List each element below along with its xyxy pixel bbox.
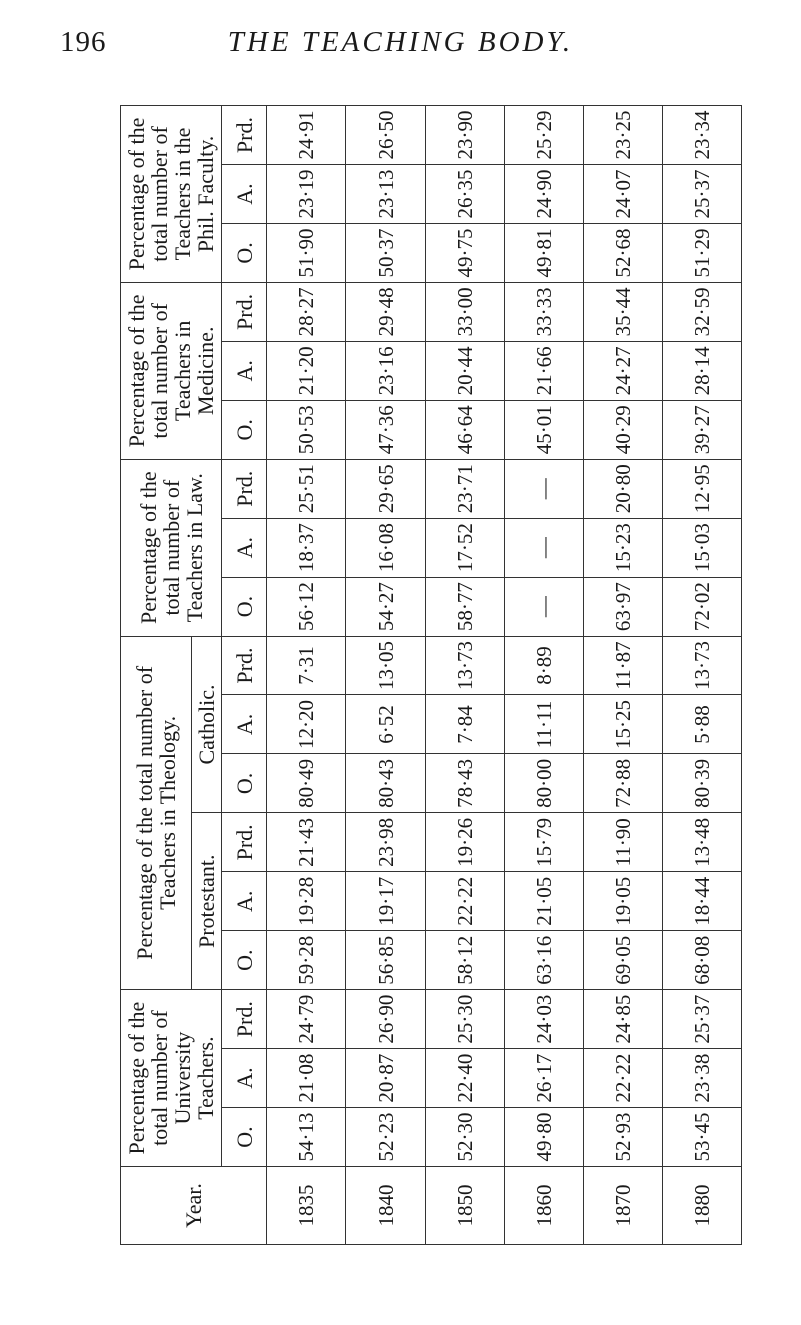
value-cell: 33·00	[425, 282, 504, 341]
running-title: THE TEACHING BODY.	[227, 26, 574, 58]
year-cell: 1860	[504, 1167, 583, 1245]
column-header-row	[222, 106, 267, 1245]
column-header-a: A.	[222, 165, 267, 224]
value-cell: 19·28	[267, 872, 346, 931]
value-cell: 16·08	[346, 518, 425, 577]
value-cell: 29·65	[346, 459, 425, 518]
column-header-prd: Prd.	[222, 813, 267, 872]
value-cell: 25·30	[425, 990, 504, 1049]
value-cell: 21·08	[267, 1049, 346, 1108]
year-cell: 1840	[346, 1167, 425, 1245]
group-title-medicine: Percentage of the total number of Teachers in Medicine.	[121, 282, 222, 459]
value-cell: 52·68	[583, 224, 662, 283]
value-cell: 26·35	[425, 165, 504, 224]
value-cell: 28·14	[662, 341, 741, 400]
value-cell: 19·26	[425, 813, 504, 872]
value-cell: 25·51	[267, 459, 346, 518]
value-cell: 80·49	[267, 754, 346, 813]
value-cell: 52·93	[583, 1108, 662, 1167]
value-cell: 13·05	[346, 636, 425, 695]
table-row	[662, 106, 741, 1245]
value-cell: 5·88	[662, 695, 741, 754]
value-cell: 7·84	[425, 695, 504, 754]
value-cell: 11·11	[504, 695, 583, 754]
column-header-prd: Prd.	[222, 636, 267, 695]
table-body	[267, 106, 742, 1245]
year-header: Year.	[121, 1167, 267, 1245]
year-cell: 1870	[583, 1167, 662, 1245]
value-cell: 25·37	[662, 165, 741, 224]
value-cell: 19·17	[346, 872, 425, 931]
value-cell: 59·28	[267, 931, 346, 990]
value-cell: 19·05	[583, 872, 662, 931]
value-cell: 56·85	[346, 931, 425, 990]
value-cell: 22·22	[583, 1049, 662, 1108]
value-cell: 11·87	[583, 636, 662, 695]
column-header-o: O.	[222, 224, 267, 283]
value-cell: 6·52	[346, 695, 425, 754]
value-cell: 63·16	[504, 931, 583, 990]
value-cell: 26·90	[346, 990, 425, 1049]
column-header-a: A.	[222, 1049, 267, 1108]
value-cell: 52·30	[425, 1108, 504, 1167]
value-cell: 23·38	[662, 1049, 741, 1108]
value-cell: 12·95	[662, 459, 741, 518]
value-cell: 20·80	[583, 459, 662, 518]
column-header-prd: Prd.	[222, 459, 267, 518]
value-cell: 23·90	[425, 106, 504, 165]
value-cell: 40·29	[583, 400, 662, 459]
column-header-o: O.	[222, 754, 267, 813]
value-cell: 23·71	[425, 459, 504, 518]
value-cell: 22·40	[425, 1049, 504, 1108]
value-cell: 54·27	[346, 577, 425, 636]
value-cell: 23·25	[583, 106, 662, 165]
subgroup-title-protestant: Protestant.	[191, 813, 222, 990]
group-title-law: Percentage of the total number of Teachers in Law.	[121, 459, 222, 636]
column-header-a: A.	[222, 872, 267, 931]
value-cell: 20·44	[425, 341, 504, 400]
value-cell: 50·53	[267, 400, 346, 459]
value-cell: 18·44	[662, 872, 741, 931]
value-cell: 56·12	[267, 577, 346, 636]
table-row	[504, 106, 583, 1245]
statistics-table-rotated	[120, 105, 720, 1245]
table-row	[267, 106, 346, 1245]
value-cell: 78·43	[425, 754, 504, 813]
value-cell: 15·25	[583, 695, 662, 754]
value-cell: 23·16	[346, 341, 425, 400]
value-cell: 69·05	[583, 931, 662, 990]
page-header	[0, 0, 801, 80]
value-cell: —	[504, 518, 583, 577]
group-title-university: Percentage of the total number of University Teachers.	[121, 990, 222, 1167]
value-cell: 32·59	[662, 282, 741, 341]
value-cell: 51·90	[267, 224, 346, 283]
value-cell: 21·66	[504, 341, 583, 400]
value-cell: 72·02	[662, 577, 741, 636]
value-cell: 24·07	[583, 165, 662, 224]
value-cell: 24·85	[583, 990, 662, 1049]
value-cell: 23·98	[346, 813, 425, 872]
subgroup-title-catholic: Catholic.	[191, 636, 222, 813]
value-cell: 54·13	[267, 1108, 346, 1167]
value-cell: 80·43	[346, 754, 425, 813]
value-cell: 18·37	[267, 518, 346, 577]
value-cell: 21·05	[504, 872, 583, 931]
value-cell: 49·80	[504, 1108, 583, 1167]
value-cell: 29·48	[346, 282, 425, 341]
value-cell: 25·37	[662, 990, 741, 1049]
value-cell: 58·77	[425, 577, 504, 636]
value-cell: 17·52	[425, 518, 504, 577]
statistics-table	[120, 105, 742, 1245]
column-header-o: O.	[222, 577, 267, 636]
value-cell: 80·39	[662, 754, 741, 813]
value-cell: 8·89	[504, 636, 583, 695]
value-cell: 50·37	[346, 224, 425, 283]
value-cell: 23·19	[267, 165, 346, 224]
value-cell: 45·01	[504, 400, 583, 459]
value-cell: 15·79	[504, 813, 583, 872]
table-row	[583, 106, 662, 1245]
value-cell: 58·12	[425, 931, 504, 990]
value-cell: 26·17	[504, 1049, 583, 1108]
value-cell: 22·22	[425, 872, 504, 931]
table-row	[346, 106, 425, 1245]
value-cell: 63·97	[583, 577, 662, 636]
column-header-a: A.	[222, 518, 267, 577]
value-cell: 24·03	[504, 990, 583, 1049]
value-cell: 28·27	[267, 282, 346, 341]
column-header-prd: Prd.	[222, 282, 267, 341]
value-cell: 35·44	[583, 282, 662, 341]
value-cell: 7·31	[267, 636, 346, 695]
value-cell: 23·34	[662, 106, 741, 165]
value-cell: 51·29	[662, 224, 741, 283]
value-cell: 13·73	[662, 636, 741, 695]
value-cell: —	[504, 577, 583, 636]
value-cell: 12·20	[267, 695, 346, 754]
value-cell: 15·23	[583, 518, 662, 577]
value-cell: 20·87	[346, 1049, 425, 1108]
value-cell: 21·20	[267, 341, 346, 400]
column-header-o: O.	[222, 931, 267, 990]
value-cell: 24·27	[583, 341, 662, 400]
value-cell: 49·81	[504, 224, 583, 283]
column-header-prd: Prd.	[222, 990, 267, 1049]
column-header-a: A.	[222, 695, 267, 754]
value-cell: 26·50	[346, 106, 425, 165]
value-cell: 33·33	[504, 282, 583, 341]
value-cell: 21·43	[267, 813, 346, 872]
value-cell: 23·13	[346, 165, 425, 224]
value-cell: 52·23	[346, 1108, 425, 1167]
group-title-phil: Percentage of the total number of Teachers in the Phil. Faculty.	[121, 106, 222, 283]
column-header-o: O.	[222, 1108, 267, 1167]
value-cell: 11·90	[583, 813, 662, 872]
column-header-prd: Prd.	[222, 106, 267, 165]
value-cell: 24·79	[267, 990, 346, 1049]
value-cell: 53·45	[662, 1108, 741, 1167]
value-cell: 68·08	[662, 931, 741, 990]
year-cell: 1850	[425, 1167, 504, 1245]
value-cell: 24·90	[504, 165, 583, 224]
value-cell: 25·29	[504, 106, 583, 165]
value-cell: 39·27	[662, 400, 741, 459]
value-cell: 47·36	[346, 400, 425, 459]
value-cell: 15·03	[662, 518, 741, 577]
table-row	[425, 106, 504, 1245]
value-cell: 46·64	[425, 400, 504, 459]
column-header-a: A.	[222, 341, 267, 400]
value-cell: 24·91	[267, 106, 346, 165]
year-cell: 1835	[267, 1167, 346, 1245]
value-cell: 13·73	[425, 636, 504, 695]
year-cell: 1880	[662, 1167, 741, 1245]
value-cell: 72·88	[583, 754, 662, 813]
value-cell: 80·00	[504, 754, 583, 813]
column-header-o: O.	[222, 400, 267, 459]
page-number: 196	[60, 26, 107, 58]
value-cell: 13·48	[662, 813, 741, 872]
group-title-theology: Percentage of the total number of Teachers in Theology.	[121, 636, 192, 990]
value-cell: —	[504, 459, 583, 518]
value-cell: 49·75	[425, 224, 504, 283]
